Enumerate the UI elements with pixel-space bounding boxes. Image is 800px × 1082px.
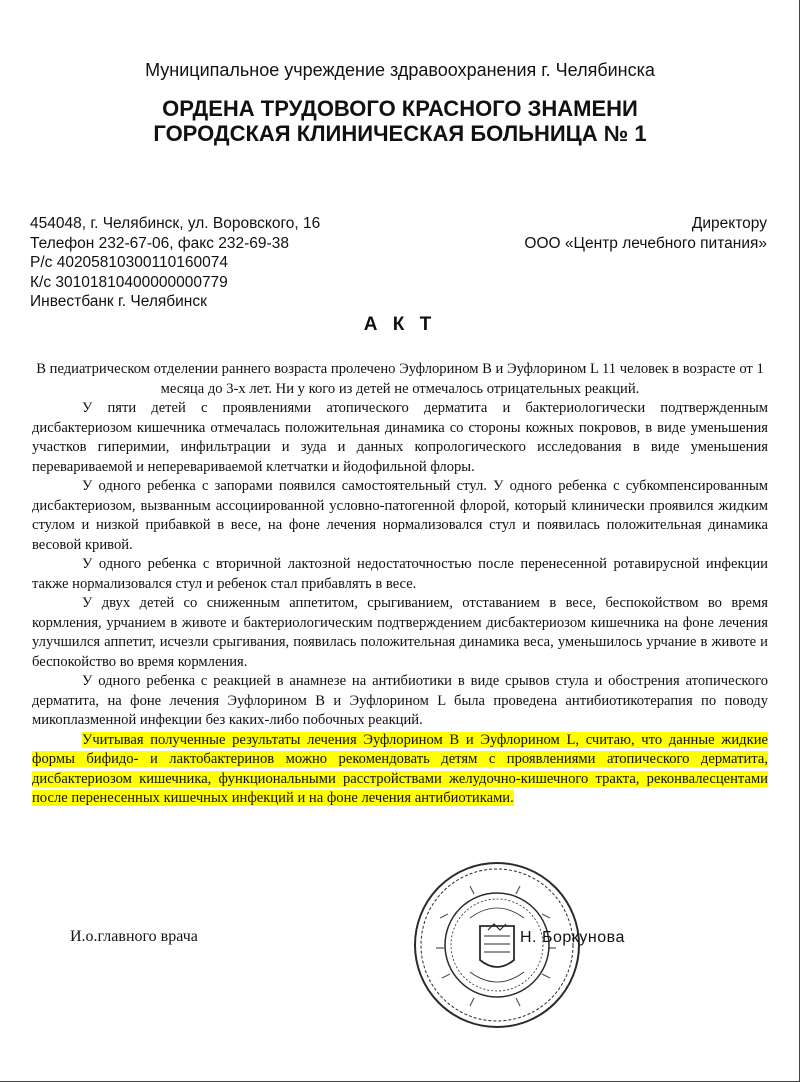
paragraph-appetite: У двух детей со сниженным аппетитом, срыгиванием, отставанием в весе, беспокойством во время кормления, урчанием в животе и бактериологическим подтверждением дисбактериозом кишечника на фоне лечения улучшился аппетит, исчезли срыгивания, появилась положительная динамика веса, уменьшилось урчание в животе и беспокойство во время кормления. [32,595,768,670]
paragraph-intro: В педиатрическом отделении раннего возраста пролечено Эуфлорином В и Эуфлорином L 11 человек в возрасте от 1 месяца до 3-х лет. Ни у кого из детей не отмечалось отрицательных реакций. [36,361,764,397]
sender-address-block [30,214,320,312]
bank-line: Инвестбанк г. Челябинск [30,293,207,310]
recipient-position: Директору [691,215,767,232]
hospital-title [0,96,800,146]
hospital-title-line2: ГОРОДСКАЯ КЛИНИЧЕСКАЯ БОЛЬНИЦА № 1 [153,121,647,146]
correspondent-account-line: К/с 30101810400000000779 [30,273,228,291]
hospital-title-line1: ОРДЕНА ТРУДОВОГО КРАСНОГО ЗНАМЕНИ [162,96,638,121]
recipient-organization: ООО «Центр лечебного питания» [524,234,767,252]
paragraph-atopic-dermatitis: У пяти детей с проявлениями атопического дерматита и бактериологически подтвержденным дисбактериозом кишечника отмечалась положительная динамика со стороны кожных покровов, в виде уменьшения участков гиперимии, инфильтрации и зуда и данных копрологического исследования в виде уменьшения переваривaемой и непереваривaемой клетчатки и йодофильной флоры. [32,400,768,475]
conclusion-highlight: Учитывая полученные результаты лечения Эуфлорином В и Эуфлорином L, считаю, что данные жидкие формы бифидо- и лактобактеринов можно рекомендовать детям с проявлениями атопического дерматита, дисбактериозом кишечника, функциональными расстройствами желудочно-кишечного тракта, реконвалесцентами после перенесенных кишечных инфекций и на фоне лечения антибиотиками. [32,731,768,806]
document-title: А К Т [363,314,437,335]
paragraph-constipation: У одного ребенка с запорами появился самостоятельный стул. У одного ребенка с субкомпенсированным дисбактериозом, вызванным ассоциированной условно-патогенной флорой, который клинически проявился жидким стулом и низкой прибавкой в весе, на фоне лечения нормализовался стул и появилась положительная динамика весовой кривой. [32,478,768,553]
paragraph-conclusion [32,731,768,809]
paragraph-lactose: У одного ребенка с вторичной лактозной недостаточностью после перенесенной ротавирусной инфекции также нормализовался стул и ребенок стал прибавлять в весе. [32,556,768,592]
document-body [32,360,768,809]
settlement-account-line: Р/с 40205810300110160074 [30,254,228,271]
recipient-block [524,214,767,253]
signature-position: И.о.главного врача [70,928,198,945]
institution-name: Муниципальное учреждение здравоохранения г. Челябинска [145,60,655,80]
paragraph-antibiotics: У одного ребенка с реакцией в анамнезе на антибиотики в виде срывов стула и обострения атопического дерматита, на фоне лечения Эуфлорином В и Эуфлорином L была проведена антибиотикотерапия по поводу микоплазменной инфекции без каких-либо побочных реакций. [32,673,768,728]
signature-name: Н. Боркунова [520,929,625,946]
address-line: 454048, г. Челябинск, ул. Воровского, 16 [30,215,321,232]
phone-line: Телефон 232-67-06, факс 232-69-38 [30,234,289,252]
